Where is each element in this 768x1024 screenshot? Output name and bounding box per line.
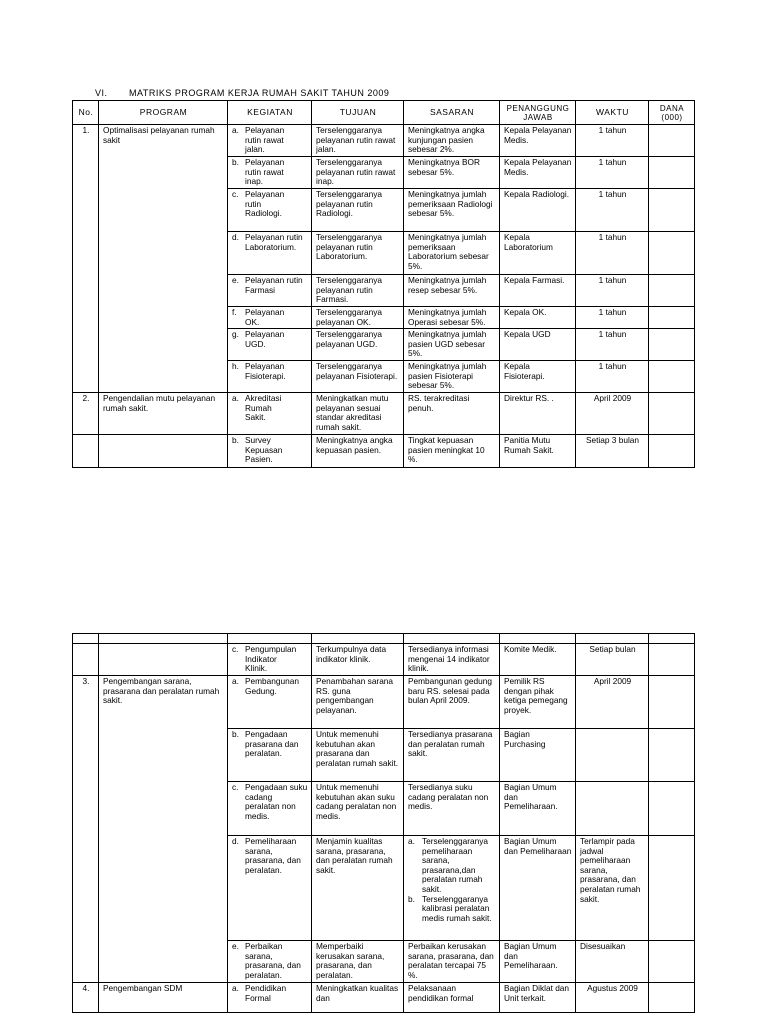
- tujuan-cell: Penambahan sarana RS. guna pengembangan pelayanan.: [312, 676, 404, 729]
- penanggung-jawab-cell: Komite Medik.: [500, 644, 576, 676]
- penanggung-jawab-cell: Bagian Purchasing: [500, 729, 576, 782]
- sasaran-cell: Meningkatnya jumlah resep sebesar 5%.: [404, 275, 500, 307]
- tujuan-cell: Menjamin kualitas sarana, prasarana, dan peralatan rumah sakit.: [312, 836, 404, 941]
- dana-cell: [649, 676, 695, 729]
- kegiatan-text: Pelayanan OK.: [245, 307, 285, 327]
- waktu-cell: April 2009: [576, 393, 649, 435]
- kegiatan-letter: a.: [232, 393, 239, 403]
- dana-cell: [649, 307, 695, 329]
- waktu-cell: Terlampir pada jadwal pemeliharaan sarana, prasarana, dan peralatan rumah sakit.: [576, 836, 649, 941]
- sasaran-cell: Meningkatnya BOR sebesar 5%.: [404, 157, 500, 189]
- kegiatan-text: Akreditasi Rumah Sakit.: [245, 393, 282, 423]
- tujuan-cell: Memperbaiki kerusakan sarana, prasarana, dan peralatan.: [312, 941, 404, 983]
- sasaran-cell: RS. terakreditasi penuh.: [404, 393, 500, 435]
- header-sasaran: SASARAN: [404, 101, 500, 125]
- dana-cell: [649, 782, 695, 836]
- program-name: Pengembangan SDM: [99, 983, 228, 1013]
- waktu-cell: [576, 729, 649, 782]
- dana-cell: [649, 644, 695, 676]
- dana-cell: [649, 983, 695, 1013]
- waktu-cell: 1 tahun: [576, 125, 649, 157]
- tujuan-cell: Terselenggaranya pelayanan rutin Farmasi.: [312, 275, 404, 307]
- penanggung-jawab-cell: Kepala OK.: [500, 307, 576, 329]
- penanggung-jawab-cell: Kepala Pelayanan Medis.: [500, 125, 576, 157]
- waktu-cell: 1 tahun: [576, 157, 649, 189]
- tujuan-cell: Untuk memenuhi kebutuhan akan suku cadang peralatan non medis.: [312, 782, 404, 836]
- penanggung-jawab-cell: Bagian Umum dan Pemeliharaan.: [500, 941, 576, 983]
- kegiatan-text: Pendidikan Formal: [245, 983, 287, 1003]
- tujuan-cell: Terselenggaranya pelayanan Fisioterapi.: [312, 361, 404, 393]
- kegiatan-letter: c.: [232, 782, 239, 792]
- kegiatan-letter: f.: [232, 307, 237, 317]
- dana-cell: [649, 329, 695, 361]
- kegiatan-text: Pembangunan Gedung.: [245, 676, 299, 696]
- header-kegiatan: KEGIATAN: [228, 101, 312, 125]
- program-number: 4.: [73, 983, 99, 1013]
- kegiatan-text: Pelayanan rutin Radiologi.: [245, 189, 285, 219]
- tujuan-cell: Terselenggaranya pelayanan UGD.: [312, 329, 404, 361]
- dana-cell: [649, 435, 695, 468]
- header-waktu: WAKTU: [576, 101, 649, 125]
- penanggung-jawab-cell: Kepala Farmasi.: [500, 275, 576, 307]
- waktu-cell: [576, 782, 649, 836]
- kegiatan-text: Pelayanan UGD.: [245, 329, 285, 349]
- sasaran-cell: Meningkatnya jumlah pemeriksaan Radiologi sebesar 5%.: [404, 189, 500, 232]
- dana-cell: [649, 275, 695, 307]
- program-name: [99, 644, 228, 676]
- sasaran-cell: Pelaksanaan pendidikan formal: [404, 983, 500, 1013]
- kegiatan-text: Pengumpulan Indikator Klinik.: [245, 644, 297, 674]
- tujuan-cell: Terselenggaranya pelayanan rutin Laboratorium.: [312, 232, 404, 275]
- sasaran-cell: Meningkatnya jumlah Operasi sebesar 5%.: [404, 307, 500, 329]
- table-row: [73, 634, 695, 644]
- sasaran-cell: Tersedianya suku cadang peralatan non medis.: [404, 782, 500, 836]
- kegiatan-letter: b.: [232, 729, 239, 739]
- kegiatan-letter: a.: [232, 983, 239, 993]
- program-name: Optimalisasi pelayanan rumah sakit: [99, 125, 228, 393]
- table-row: [73, 983, 695, 1013]
- kegiatan-text: Pemeliharaan sarana, prasarana, dan peralatan.: [245, 836, 301, 875]
- document-title: [95, 88, 389, 98]
- kegiatan-letter: e.: [232, 275, 239, 285]
- penanggung-jawab-cell: Kepala UGD: [500, 329, 576, 361]
- program-name: Pengendalian mutu pelayanan rumah sakit.: [99, 393, 228, 435]
- dana-cell: [649, 157, 695, 189]
- sasaran-cell: Meningkatnya jumlah pemeriksaan Laboratorium sebesar 5%.: [404, 232, 500, 275]
- kegiatan-text: Survey Kepuasan Pasien.: [245, 435, 283, 465]
- kegiatan-letter: b.: [232, 435, 239, 445]
- dana-cell: [649, 232, 695, 275]
- dana-cell: [649, 836, 695, 941]
- dana-cell: [649, 361, 695, 393]
- penanggung-jawab-cell: Panitia Mutu Rumah Sakit.: [500, 435, 576, 468]
- kegiatan-letter: b.: [232, 157, 239, 167]
- sasaran-cell: Meningkatnya angka kunjungan pasien sebesar 2%.: [404, 125, 500, 157]
- program-number: 2.: [73, 393, 99, 435]
- kegiatan-letter: a.: [232, 125, 239, 135]
- program-matrix-table-page-2: [72, 633, 695, 1013]
- table-row: [73, 644, 695, 676]
- penanggung-jawab-cell: Direktur RS. .: [500, 393, 576, 435]
- sasaran-cell: Perbaikan kerusakan sarana, prasarana, dan peralatan tercapai 75 %.: [404, 941, 500, 983]
- waktu-cell: April 2009: [576, 676, 649, 729]
- sasaran-cell: Meningkatnya jumlah pasien Fisioterapi sebesar 5%.: [404, 361, 500, 393]
- waktu-cell: Disesuaikan: [576, 941, 649, 983]
- dana-cell: [649, 125, 695, 157]
- sasaran-cell: Meningkatnya jumlah pasien UGD sebesar 5%.: [404, 329, 500, 361]
- title-number: VI.: [95, 88, 108, 98]
- kegiatan-text: Pelayanan rutin Farmasi: [245, 275, 303, 295]
- tujuan-cell: Meningkatnya angka kepuasan pasien.: [312, 435, 404, 468]
- penanggung-jawab-cell: Kepala Radiologi.: [500, 189, 576, 232]
- header-penanggung-jawab: PENANGGUNG JAWAB: [500, 101, 576, 125]
- kegiatan-text: Pengadaan prasarana dan peralatan.: [245, 729, 299, 759]
- sasaran-sub-text: Terselenggaranya kalibrasi peralatan medis rumah sakit.: [422, 893, 492, 923]
- table-row: [73, 435, 695, 468]
- kegiatan-text: Pelayanan Fisioterapi.: [245, 361, 286, 381]
- penanggung-jawab-cell: Kepala Laboratorium: [500, 232, 576, 275]
- tujuan-cell: Meningkatkan kualitas dan: [312, 983, 404, 1013]
- waktu-cell: Agustus 2009: [576, 983, 649, 1013]
- kegiatan-letter: d.: [232, 232, 239, 242]
- waktu-cell: 1 tahun: [576, 275, 649, 307]
- tujuan-cell: Untuk memenuhi kebutuhan akan prasarana dan peralatan rumah sakit.: [312, 729, 404, 782]
- kegiatan-letter: c.: [232, 189, 239, 199]
- sasaran-sub-text: Terselenggaranya pemeliharaan sarana, prasarana,dan peralatan rumah sakit.: [422, 836, 488, 894]
- program-number: [73, 644, 99, 676]
- waktu-cell: 1 tahun: [576, 329, 649, 361]
- program-name: Pengembangan sarana, prasarana dan peralatan rumah sakit.: [99, 676, 228, 983]
- sasaran-cell: Pembangunan gedung baru RS. selesai pada bulan April 2009.: [404, 676, 500, 729]
- program-matrix-table-page-1: [72, 100, 695, 468]
- title-text: MATRIKS PROGRAM KERJA RUMAH SAKIT TAHUN 2009: [129, 88, 390, 98]
- table-row: [73, 125, 695, 157]
- kegiatan-text: Pelayanan rutin Laboratorium.: [245, 232, 303, 252]
- kegiatan-letter: a.: [232, 676, 239, 686]
- kegiatan-text: Pengadaan suku cadang peralatan non medis.: [245, 782, 308, 821]
- sasaran-cell: [404, 836, 500, 941]
- waktu-cell: Setiap bulan: [576, 644, 649, 676]
- dana-cell: [649, 393, 695, 435]
- kegiatan-letter: c.: [232, 644, 239, 654]
- tujuan-cell: Terselenggaranya pelayanan rutin rawat jalan.: [312, 125, 404, 157]
- header-program: PROGRAM: [99, 101, 228, 125]
- program-number: 3.: [73, 676, 99, 983]
- header-tujuan: TUJUAN: [312, 101, 404, 125]
- program-number: 1.: [73, 125, 99, 393]
- tujuan-cell: Terselenggaranya pelayanan rutin Radiologi.: [312, 189, 404, 232]
- waktu-cell: 1 tahun: [576, 189, 649, 232]
- tujuan-cell: Meningkatkan mutu pelayanan sesuai standar akreditasi rumah sakit.: [312, 393, 404, 435]
- tujuan-cell: Terselenggaranya pelayanan OK.: [312, 307, 404, 329]
- sasaran-sub-letter: a.: [408, 836, 415, 846]
- dana-cell: [649, 941, 695, 983]
- kegiatan-text: Pelayanan rutin rawat inap.: [245, 157, 285, 187]
- waktu-cell: 1 tahun: [576, 361, 649, 393]
- waktu-cell: 1 tahun: [576, 307, 649, 329]
- kegiatan-letter: g.: [232, 329, 239, 339]
- penanggung-jawab-cell: Bagian Umum dan Pemeliharaan.: [500, 782, 576, 836]
- penanggung-jawab-cell: Bagian Diklat dan Unit terkait.: [500, 983, 576, 1013]
- penanggung-jawab-cell: Kepala Pelayanan Medis.: [500, 157, 576, 189]
- penanggung-jawab-cell: Pemilik RS dengan pihak ketiga pemegang proyek.: [500, 676, 576, 729]
- dana-cell: [649, 189, 695, 232]
- tujuan-cell: Terkumpulnya data indikator klinik.: [312, 644, 404, 676]
- header-row: [73, 101, 695, 125]
- sasaran-cell: Tersedianya prasarana dan peralatan rumah sakit.: [404, 729, 500, 782]
- kegiatan-letter: e.: [232, 941, 239, 951]
- kegiatan-letter: h.: [232, 361, 239, 371]
- table-row: [73, 676, 695, 729]
- header-no: No.: [73, 101, 99, 125]
- sasaran-cell: Tingkat kepuasan pasien meningkat 10 %.: [404, 435, 500, 468]
- program-name: [99, 435, 228, 468]
- table-row: [73, 393, 695, 435]
- header-dana: DANA (000): [649, 101, 695, 125]
- penanggung-jawab-cell: Bagian Umum dan Pemeliharaan: [500, 836, 576, 941]
- sasaran-sub-letter: b.: [408, 893, 415, 904]
- kegiatan-text: Perbaikan sarana, prasarana, dan peralatan.: [245, 941, 301, 980]
- sasaran-cell: Tersedianya informasi mengenai 14 indikator klinik.: [404, 644, 500, 676]
- dana-cell: [649, 729, 695, 782]
- penanggung-jawab-cell: Kepala Fisioterapi.: [500, 361, 576, 393]
- kegiatan-text: Pelayanan rutin rawat jalan.: [245, 125, 285, 155]
- waktu-cell: Setiap 3 bulan: [576, 435, 649, 468]
- waktu-cell: 1 tahun: [576, 232, 649, 275]
- tujuan-cell: Terselenggaranya pelayanan rutin rawat inap.: [312, 157, 404, 189]
- program-number: [73, 435, 99, 468]
- kegiatan-letter: d.: [232, 836, 239, 846]
